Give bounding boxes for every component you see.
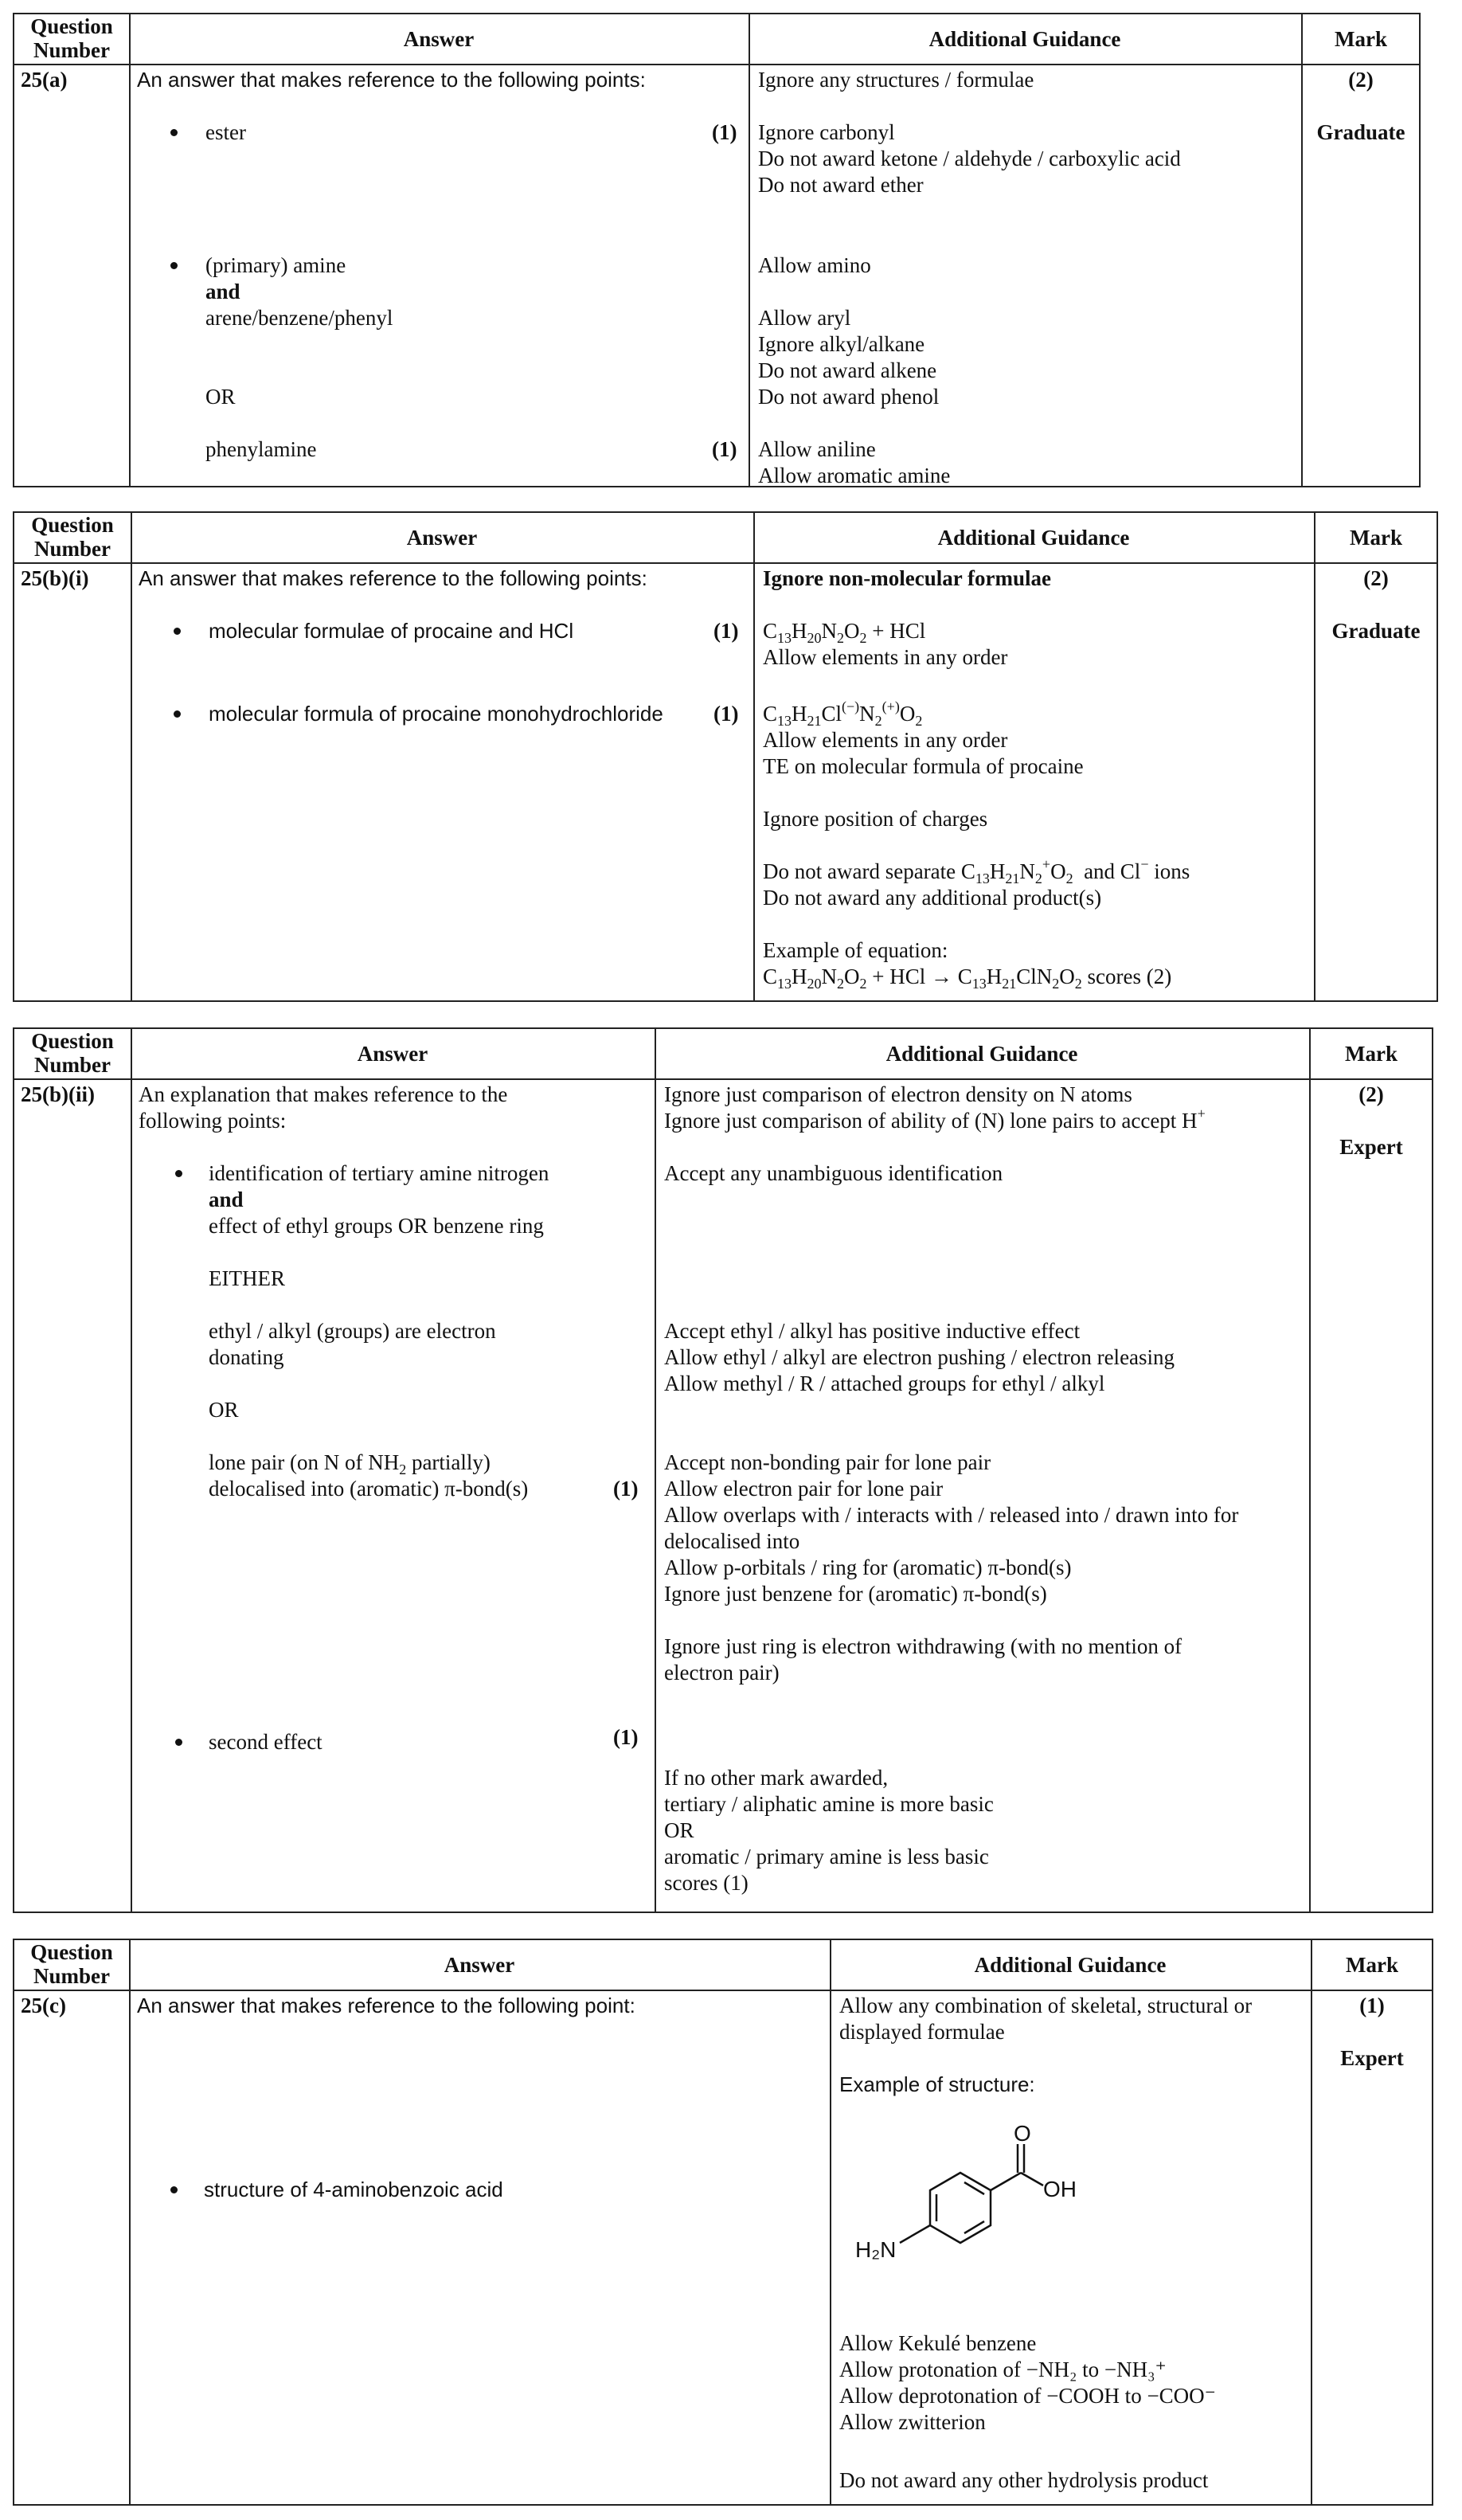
- difficulty-level: Expert: [1340, 2046, 1404, 2070]
- guidance-line: Accept ethyl / alkyl has positive inductive effect: [664, 1319, 1081, 1343]
- header-additional-guidance: Additional Guidance: [885, 1042, 1078, 1066]
- benzene-ring: [930, 2173, 991, 2243]
- header-additional-guidance: Additional Guidance: [937, 526, 1130, 550]
- guidance-line: Do not award phenol: [758, 385, 940, 409]
- guidance-line: Example of equation:: [763, 938, 948, 962]
- example-equation: $C_{13}H_{20}N_2O_2$ + HCl → $C_{13}H_{21}ClN_2O_2$ scores (2): [763, 965, 1172, 992]
- guidance-line: displayed formulae: [839, 2020, 1005, 2044]
- guidance-line: Allow aryl: [758, 306, 851, 330]
- answer-ethyl: ethyl / alkyl (groups) are electron: [209, 1319, 496, 1343]
- question-number: 25(c): [21, 1994, 66, 2017]
- guidance-line: Ignore non-molecular formulae: [763, 566, 1051, 590]
- total-mark: (2): [1348, 68, 1374, 92]
- guidance-line: If no other mark awarded,: [664, 1766, 889, 1790]
- answer-intro: An answer that makes reference to the following points:: [137, 68, 646, 92]
- mark-point-2: (1): [713, 702, 739, 726]
- answer-identification: identification of tertiary amine nitrogen: [209, 1161, 549, 1185]
- guidance-line: Accept non-bonding pair for lone pair: [664, 1450, 991, 1474]
- answer-intro: following points:: [139, 1109, 287, 1133]
- hydroxyl-label: OH: [1043, 2177, 1077, 2201]
- bullet-point: [170, 129, 178, 136]
- total-mark: (2): [1363, 566, 1389, 590]
- answer-phenylamine: phenylamine: [205, 437, 317, 461]
- difficulty-level: Graduate: [1331, 619, 1421, 643]
- guidance-line: Ignore carbonyl: [758, 120, 895, 144]
- guidance-line: TE on molecular formula of procaine: [763, 754, 1084, 778]
- guidance-line: Allow Kekulé benzene: [839, 2331, 1037, 2355]
- guidance-line: Ignore just comparison of electron density on N atoms: [664, 1082, 1132, 1106]
- answer-arene: arene/benzene/phenyl: [205, 306, 393, 330]
- difficulty-level: Graduate: [1316, 120, 1405, 144]
- guidance-line: Allow zwitterion: [839, 2410, 986, 2434]
- answer-or: OR: [205, 385, 236, 409]
- oxygen-label: O: [1014, 2125, 1031, 2146]
- guidance-separate-ions: Do not award separate $C_{13}H_{21}N_2^+O_2$ and Cl− ions: [763, 856, 1190, 886]
- answer-and: and: [205, 280, 240, 303]
- guidance-line: Accept any unambiguous identification: [664, 1161, 1003, 1185]
- header-answer: Answer: [357, 1042, 428, 1066]
- guidance-line: Allow ethyl / alkyl are electron pushing / electron releasing: [664, 1345, 1175, 1369]
- header-mark: Mark: [1350, 526, 1402, 550]
- answer-point-1: molecular formulae of procaine and HCl: [209, 619, 574, 643]
- guidance-line: OR: [664, 1818, 694, 1842]
- answer-effect: effect of ethyl groups OR benzene ring: [209, 1214, 544, 1238]
- guidance-line: Allow protonation of −NH₂ to −NH₃⁺: [839, 2358, 1167, 2381]
- header-answer: Answer: [403, 27, 475, 51]
- mark-point-1: (1): [713, 619, 739, 643]
- total-mark: (2): [1358, 1082, 1384, 1106]
- guidance-line: Do not award alkene: [758, 358, 937, 382]
- answer-primary-amine: (primary) amine: [205, 253, 346, 277]
- guidance-line: Do not award ketone / aldehyde / carboxylic acid: [758, 147, 1181, 170]
- guidance-line: Allow aromatic amine: [758, 464, 951, 487]
- question-number: 25(b)(ii): [21, 1082, 95, 1106]
- mark-scheme-table-25bi: [13, 511, 1438, 1002]
- guidance-line: Allow electron pair for lone pair: [664, 1477, 944, 1501]
- difficulty-level: Expert: [1339, 1135, 1403, 1159]
- answer-and: and: [209, 1188, 244, 1211]
- answer-point-2: molecular formula of procaine monohydrochloride: [209, 702, 663, 726]
- guidance-line: Do not award any additional product(s): [763, 886, 1102, 910]
- bullet-point: [170, 262, 178, 269]
- header-answer: Answer: [444, 1953, 515, 1977]
- guidance-line: Allow p-orbitals / ring for (aromatic) π-bond(s): [664, 1555, 1072, 1579]
- guidance-line: Allow overlaps with / interacts with / released into / drawn into for: [664, 1503, 1239, 1527]
- guidance-line: Allow amino: [758, 253, 871, 277]
- mark-point-2: (1): [712, 437, 737, 461]
- guidance-line: tertiary / aliphatic amine is more basic: [664, 1792, 994, 1816]
- guidance-line: electron pair): [664, 1661, 780, 1685]
- guidance-line: Ignore position of charges: [763, 807, 988, 831]
- question-number: 25(b)(i): [21, 566, 89, 590]
- mark-point-1: (1): [712, 120, 737, 144]
- guidance-line: Allow aniline: [758, 437, 876, 461]
- guidance-line: Ignore alkyl/alkane: [758, 332, 925, 356]
- header-mark: Mark: [1335, 27, 1387, 51]
- guidance-line: scores (1): [664, 1871, 749, 1895]
- answer-delocalised: delocalised into (aromatic) π-bond(s): [209, 1477, 529, 1501]
- answer-second-effect: second effect: [209, 1730, 322, 1754]
- header-additional-guidance: Additional Guidance: [974, 1953, 1167, 1977]
- guidance-line: Allow any combination of skeletal, structural or: [839, 1994, 1253, 2017]
- answer-intro: An explanation that makes reference to the: [139, 1082, 508, 1106]
- formula-procaine-monohydrochloride: $C_{13}H_{21}Cl^{(-)}N_2^{(+)}O_2$: [763, 698, 923, 729]
- header-question-number: Question Number: [30, 1940, 113, 1988]
- guidance-line: Ignore just comparison of ability of (N) lone pairs to accept H+: [664, 1105, 1206, 1133]
- answer-point: structure of 4-aminobenzoic acid: [204, 2178, 503, 2201]
- total-mark: (1): [1359, 1994, 1385, 2017]
- bullet-point: [175, 1739, 182, 1746]
- guidance-line: Do not award any other hydrolysis product: [839, 2468, 1209, 2492]
- guidance-line: Ignore just benzene for (aromatic) π-bond(s): [664, 1582, 1047, 1606]
- mark-scheme-table-25a: [13, 13, 1421, 487]
- guidance-line: Allow methyl / R / attached groups for ethyl / alkyl: [664, 1372, 1105, 1395]
- guidance-line: Do not award ether: [758, 173, 924, 197]
- header-question-number: Question Number: [31, 513, 114, 561]
- bullet-point: [174, 628, 181, 635]
- mark-point-1: (1): [613, 1477, 639, 1501]
- header-mark: Mark: [1346, 1953, 1398, 1977]
- bullet-point: [174, 710, 181, 718]
- aminobenzoic-acid-structure: [839, 2125, 1078, 2300]
- guidance-line: Allow elements in any order: [763, 645, 1008, 669]
- guidance-line: Example of structure:: [839, 2072, 1035, 2096]
- mark-scheme-table-25bii: [13, 1027, 1433, 1913]
- header-mark: Mark: [1345, 1042, 1398, 1066]
- answer-or: OR: [209, 1398, 239, 1422]
- answer-either: EITHER: [209, 1266, 285, 1290]
- guidance-line: Ignore any structures / formulae: [758, 68, 1034, 92]
- mark-point-2: (1): [613, 1725, 639, 1749]
- answer-ethyl: donating: [209, 1345, 284, 1369]
- guidance-line: Allow elements in any order: [763, 728, 1008, 752]
- answer-lone-pair: lone pair (on N of $NH_2$ partially): [209, 1450, 491, 1477]
- guidance-line: Ignore just ring is electron withdrawing (with no mention of: [664, 1634, 1182, 1658]
- answer-intro: An answer that makes reference to the following points:: [139, 566, 647, 590]
- answer-ester: ester: [205, 120, 246, 144]
- question-number: 25(a): [21, 68, 68, 92]
- answer-intro: An answer that makes reference to the following point:: [137, 1994, 635, 2017]
- bullet-point: [170, 2186, 178, 2193]
- guidance-line: delocalised into: [664, 1529, 800, 1553]
- amino-label: H₂N: [855, 2237, 897, 2262]
- header-additional-guidance: Additional Guidance: [928, 27, 1121, 51]
- header-question-number: Question Number: [31, 1029, 114, 1077]
- guidance-line: aromatic / primary amine is less basic: [664, 1845, 989, 1868]
- guidance-line: Allow deprotonation of −COOH to −COO⁻: [839, 2384, 1216, 2408]
- header-answer: Answer: [406, 526, 478, 550]
- bullet-point: [175, 1170, 182, 1177]
- formula-procaine-hcl: $C_{13}H_{20}N_2O_2$ + HCl: [763, 619, 926, 646]
- header-question-number: Question Number: [30, 14, 113, 62]
- mark-scheme-table-25c: [13, 1939, 1433, 2506]
